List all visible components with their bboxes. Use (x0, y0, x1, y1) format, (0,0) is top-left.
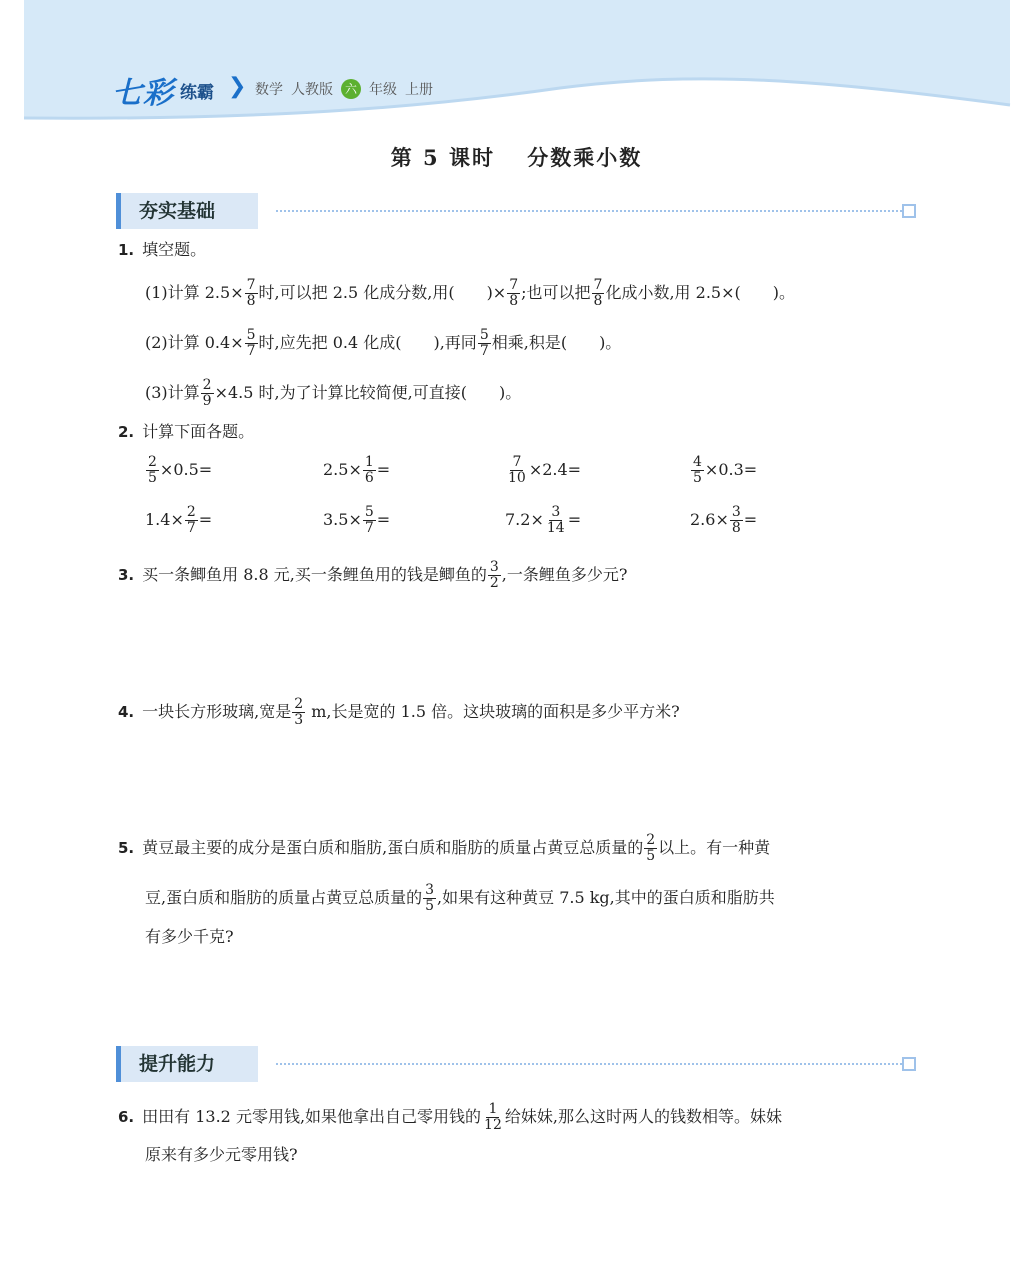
fraction (506, 455, 528, 486)
fraction (488, 560, 501, 591)
lesson-title: 第 5 课时 分数乘小数 (390, 145, 643, 170)
question-6-line-1 (118, 1102, 782, 1133)
fraction (146, 455, 159, 486)
question-number: 4. (118, 703, 135, 721)
question-1-stem (118, 238, 206, 262)
denominator: 5 (148, 470, 157, 486)
text: 给妹妹,那么这时两人的钱数相等。妹妹 (504, 1107, 782, 1126)
text: 化成小数,用 2.5×( )。 (605, 283, 795, 302)
numerator: 3 (731, 504, 741, 520)
text: (3)计算 (145, 383, 200, 402)
question-4 (118, 697, 680, 728)
numerator: 3 (489, 559, 499, 575)
denominator: 10 (508, 470, 526, 486)
volume: 上册 (405, 82, 433, 98)
numerator: 7 (593, 277, 603, 293)
denominator: 5 (693, 470, 702, 486)
question-1-part-3 (145, 378, 521, 409)
calc-prefix: 1.4× (145, 510, 184, 529)
calc-item (505, 455, 581, 486)
numerator: 3 (425, 882, 435, 898)
fraction (730, 505, 743, 536)
numerator: 1 (488, 1101, 498, 1117)
text: 原来有多少元零用钱? (145, 1145, 298, 1164)
numerator: 3 (551, 504, 561, 520)
fraction (363, 505, 376, 536)
fraction (245, 328, 258, 359)
denominator: 3 (294, 712, 304, 728)
denominator: 8 (246, 293, 256, 309)
question-5-line-3 (145, 925, 234, 949)
text: 田田有 13.2 元零用钱,如果他拿出自己零用钱的 (142, 1107, 482, 1126)
text: ,一条鲤鱼多少元? (501, 565, 628, 584)
chevron-right-icon: ❯ (228, 74, 247, 99)
numerator: 2 (294, 696, 304, 712)
numerator: 5 (479, 327, 489, 343)
numerator: 4 (693, 454, 702, 470)
grade-badge: 六 (341, 79, 361, 99)
question-1-part-2 (145, 328, 621, 359)
question-number: 5. (118, 839, 135, 857)
calc-item (145, 505, 212, 536)
text: m,长是宽的 1.5 倍。这块玻璃的面积是多少平方米? (306, 702, 680, 721)
calc-suffix: ×0.5= (159, 460, 213, 479)
square-end-icon (902, 1057, 916, 1071)
fraction (592, 278, 605, 309)
question-3 (118, 560, 627, 591)
calc-item (145, 455, 212, 486)
denominator: 8 (593, 293, 603, 309)
denominator: 7 (479, 343, 489, 359)
text: ×4.5 时,为了计算比较简便,可直接( )。 (214, 383, 522, 402)
calc-suffix: ×2.4= (528, 460, 582, 479)
denominator: 7 (186, 520, 196, 536)
question-number: 1. (118, 241, 135, 259)
calc-suffix: = (376, 460, 391, 479)
text: 相乘,积是( )。 (491, 333, 622, 352)
numerator: 5 (364, 504, 374, 520)
grade-suffix: 年级 (369, 82, 397, 98)
calc-item (505, 505, 581, 536)
calc-suffix: = (567, 510, 582, 529)
question-5-line-1 (118, 833, 770, 864)
text: ;也可以把 (521, 283, 591, 302)
denominator: 5 (425, 898, 435, 914)
calc-suffix: = (198, 510, 213, 529)
calc-prefix: 2.6× (690, 510, 729, 529)
text: 时,应先把 0.4 化成( ),再同 (258, 333, 477, 352)
section-title: 提升能力 (116, 1046, 258, 1082)
denominator: 14 (546, 520, 565, 536)
question-text: 计算下面各题。 (142, 422, 255, 441)
numerator: 1 (364, 454, 374, 470)
fraction (691, 455, 704, 486)
numerator: 7 (512, 454, 522, 470)
text: (1)计算 2.5× (145, 283, 244, 302)
question-1-part-1 (145, 278, 795, 309)
calc-item (323, 505, 390, 536)
denominator: 5 (646, 848, 656, 864)
calc-suffix: = (743, 510, 758, 529)
denominator: 6 (364, 470, 374, 486)
fraction (478, 328, 491, 359)
fraction (363, 455, 376, 486)
fraction (185, 505, 198, 536)
denominator: 8 (509, 293, 519, 309)
numerator: 2 (148, 454, 157, 470)
text: 时,可以把 2.5 化成分数,用( )× (258, 283, 507, 302)
denominator: 12 (484, 1117, 502, 1133)
question-number: 2. (118, 423, 135, 441)
fraction (245, 278, 258, 309)
numerator: 2 (646, 832, 656, 848)
calc-item (690, 455, 757, 486)
fraction (507, 278, 520, 309)
text: 一块长方形玻璃,宽是 (142, 702, 292, 721)
denominator: 7 (364, 520, 374, 536)
calc-item (690, 505, 757, 536)
fraction (644, 833, 657, 864)
fraction (545, 505, 567, 536)
book-meta (255, 79, 433, 99)
calc-prefix: 3.5× (323, 510, 362, 529)
denominator: 2 (489, 575, 499, 591)
brand-logo: 七彩 (112, 76, 174, 111)
dotted-divider (276, 210, 902, 212)
calc-prefix: 2.5× (323, 460, 362, 479)
fraction (482, 1102, 504, 1133)
numerator: 7 (246, 277, 256, 293)
brand-sub: 练霸 (180, 83, 214, 103)
calc-suffix: = (376, 510, 391, 529)
edition: 人教版 (291, 82, 333, 98)
numerator: 7 (509, 277, 519, 293)
question-number: 3. (118, 566, 135, 584)
question-6-line-2 (145, 1143, 298, 1167)
fraction (423, 883, 436, 914)
numerator: 2 (202, 377, 212, 393)
question-number: 6. (118, 1108, 135, 1126)
subject: 数学 (255, 82, 283, 98)
text: 买一条鲫鱼用 8.8 元,买一条鲤鱼用的钱是鲫鱼的 (142, 565, 487, 584)
text: 有多少千克? (145, 927, 234, 946)
text: ,如果有这种黄豆 7.5 kg,其中的蛋白质和脂肪共 (437, 888, 775, 907)
numerator: 5 (246, 327, 256, 343)
calc-prefix: 7.2× (505, 510, 544, 529)
question-5-line-2 (145, 883, 775, 914)
text: 以上。有一种黄 (658, 838, 771, 857)
calc-item (323, 455, 390, 486)
text: (2)计算 0.4× (145, 333, 244, 352)
question-text: 填空题。 (142, 240, 207, 259)
section-title: 夯实基础 (116, 193, 258, 229)
section-header-advanced (116, 1046, 916, 1082)
numerator: 2 (186, 504, 196, 520)
fraction (292, 697, 305, 728)
denominator: 8 (731, 520, 741, 536)
question-2-stem (118, 420, 254, 444)
section-header-basics (116, 193, 916, 229)
text: 豆,蛋白质和脂肪的质量占黄豆总质量的 (145, 888, 423, 907)
denominator: 9 (202, 393, 212, 409)
fraction (201, 378, 214, 409)
dotted-divider (276, 1063, 902, 1065)
text: 黄豆最主要的成分是蛋白质和脂肪,蛋白质和脂肪的质量占黄豆总质量的 (142, 838, 644, 857)
denominator: 7 (246, 343, 256, 359)
square-end-icon (902, 204, 916, 218)
calc-suffix: ×0.3= (704, 460, 758, 479)
